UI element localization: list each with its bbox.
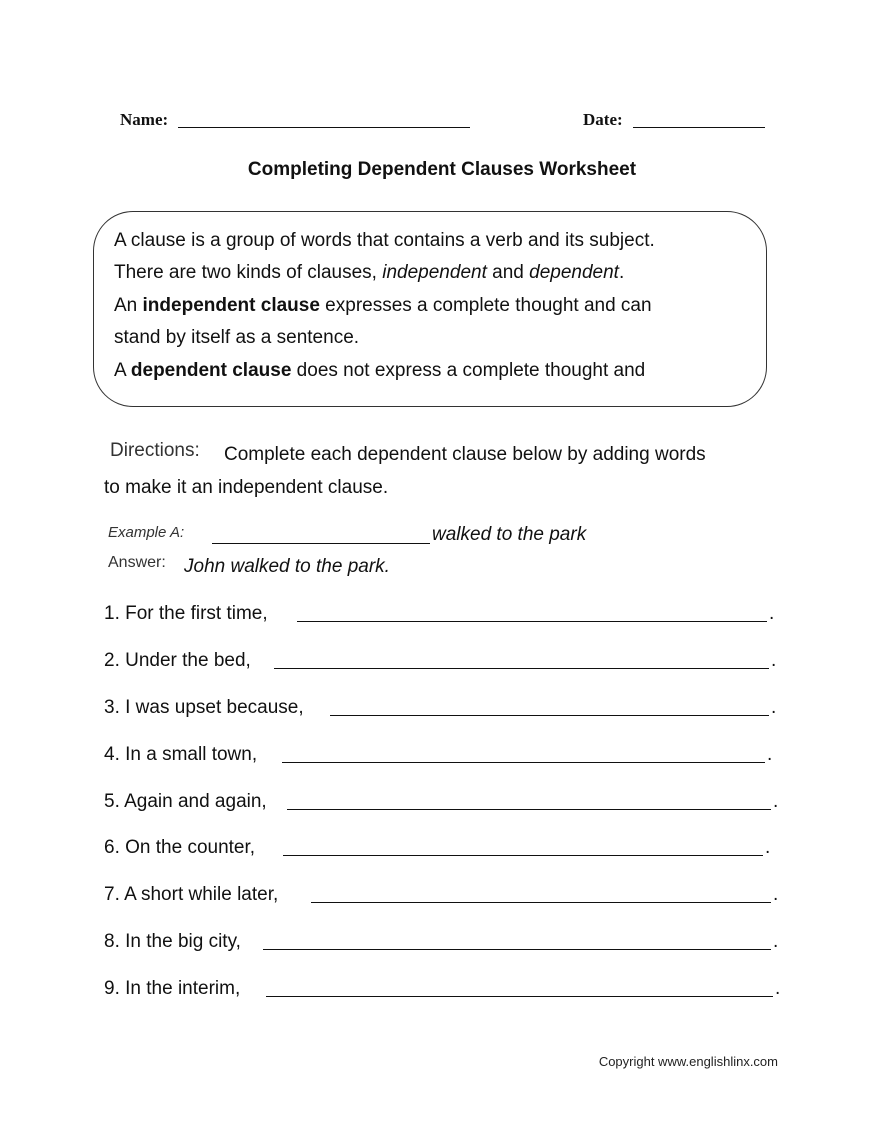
question-2-text: 2. Under the bed, — [104, 650, 251, 671]
question-3-text: 3. I was upset because, — [104, 697, 304, 718]
period-9: . — [775, 978, 781, 999]
definition-line-3: An independent clause expresses a complete thought and can — [114, 295, 652, 316]
period-8: . — [773, 931, 779, 952]
question-6-text: 6. On the counter, — [104, 837, 256, 858]
page-title: Completing Dependent Clauses Worksheet — [247, 159, 637, 180]
question-5-text: 5. Again and again, — [104, 791, 267, 812]
question-1-text: 1. For the first time, — [104, 603, 268, 624]
answer-field-4[interactable] — [282, 762, 765, 763]
period-2: . — [771, 650, 777, 671]
directions-text-2: to make it an independent clause. — [104, 477, 389, 498]
question-8-text: 8. In the big city, — [104, 931, 241, 952]
definition-line-1: A clause is a group of words that contains a verb and its subject. — [114, 230, 655, 251]
answer-field-2[interactable] — [274, 668, 769, 669]
period-4: . — [767, 744, 773, 765]
answer-field-7[interactable] — [311, 902, 771, 903]
name-label: Name: — [120, 110, 169, 129]
example-label: Example A: — [108, 524, 185, 541]
answer-field-8[interactable] — [263, 949, 771, 950]
name-field[interactable] — [178, 127, 470, 128]
period-5: . — [773, 791, 779, 812]
answer-field-3[interactable] — [330, 715, 769, 716]
definition-line-4: stand by itself as a sentence. — [114, 327, 360, 348]
directions-text-1: Complete each dependent clause below by adding words — [224, 444, 706, 465]
period-6: . — [765, 837, 771, 858]
copyright-notice: Copyright www.englishlinx.com — [598, 1054, 778, 1069]
answer-text: John walked to the park. — [184, 556, 390, 577]
directions-label: Directions: — [110, 440, 200, 461]
example-blank — [212, 543, 430, 544]
question-9-text: 9. In the interim, — [104, 978, 241, 999]
answer-field-1[interactable] — [297, 621, 767, 622]
question-7-text: 7. A short while later, — [104, 884, 279, 905]
example-text: walked to the park — [432, 524, 587, 545]
period-7: . — [773, 884, 779, 905]
question-4-text: 4. In a small town, — [104, 744, 258, 765]
date-field[interactable] — [633, 127, 765, 128]
period-3: . — [771, 697, 777, 718]
definition-line-5: A dependent clause does not express a complete thought and — [114, 360, 646, 381]
answer-field-5[interactable] — [287, 809, 771, 810]
answer-label: Answer: — [108, 554, 166, 571]
period-1: . — [769, 603, 775, 624]
date-label: Date: — [583, 110, 623, 129]
definition-line-2: There are two kinds of clauses, independent and dependent. — [114, 262, 625, 283]
answer-field-9[interactable] — [266, 996, 773, 997]
answer-field-6[interactable] — [283, 855, 763, 856]
